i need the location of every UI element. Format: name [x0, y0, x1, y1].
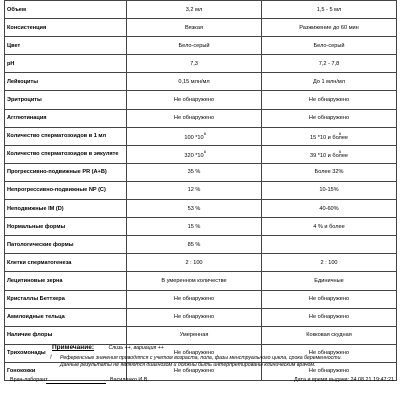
result-value: Не обнаружено: [127, 109, 262, 127]
reference-value: 10-15%: [262, 181, 397, 199]
parameter-name: Лецитиновые зерна: [5, 272, 127, 290]
result-value: Вязкая: [127, 19, 262, 37]
reference-value: [262, 236, 397, 254]
table-row: [5, 1, 397, 19]
table-row: [5, 308, 397, 326]
note-block: [52, 336, 396, 354]
parameter-name: Непрогрессивно-подвижные NP (C): [5, 181, 127, 199]
results-table-body: [5, 1, 397, 381]
reference-note: [50, 355, 394, 369]
parameter-name: Клетки сперматогенеза: [5, 254, 127, 272]
reference-value: 1,5 - 5 мл: [262, 1, 397, 19]
reference-value: Не обнаружено: [262, 308, 397, 326]
result-value: Не обнаружено: [127, 91, 262, 109]
reference-value: 4 % и более: [262, 218, 397, 236]
reference-note-line-2: Данные результаты не являются диагнозом и должны быть интерпретированы клиническим врачом.: [60, 362, 316, 368]
result-value: 7,3: [127, 55, 262, 73]
parameter-name: Лейкоциты: [5, 73, 127, 91]
result-value: Бело-серый: [127, 37, 262, 55]
table-row: [5, 37, 397, 55]
reference-value: [262, 145, 397, 163]
reference-value: Разжижение до 60 мин: [262, 19, 397, 37]
parameter-name: Наличие флоры: [5, 326, 127, 344]
reference-value: 40-60%: [262, 200, 397, 218]
print-date: Дата и время выдачи: 24.08.21 19:47:21: [294, 377, 394, 383]
table-row: [5, 127, 397, 145]
exponent: 6: [203, 130, 207, 136]
parameter-name: Нормальные формы: [5, 218, 127, 236]
result-value: 53 %: [127, 200, 262, 218]
table-row: [5, 145, 397, 163]
parameter-name: Количество сперматозоидов в 1 мл: [5, 127, 127, 145]
result-value: [127, 127, 262, 145]
reference-value: [262, 127, 397, 145]
table-row: [5, 19, 397, 37]
table-row: [5, 91, 397, 109]
parameter-name: Прогрессивно-подвижные PR (A+B): [5, 163, 127, 181]
cell-text: 39 *10 и более: [309, 152, 349, 159]
table-row: [5, 290, 397, 308]
result-value: Не обнаружено: [127, 362, 262, 380]
result-value: 35 %: [127, 163, 262, 181]
warning-icon: !: [50, 355, 52, 361]
parameter-name: Гонококки: [5, 362, 127, 380]
reference-value: Не обнаружено: [262, 91, 397, 109]
parameter-name: Цвет: [5, 37, 127, 55]
reference-value: Более 32%: [262, 163, 397, 181]
parameter-name: Патологические формы: [5, 236, 127, 254]
result-value: Не обнаружено: [127, 344, 262, 362]
table-row: [5, 181, 397, 199]
reference-value: Единичные: [262, 272, 397, 290]
reference-value: До 1 млн/мл: [262, 73, 397, 91]
result-value: Не обнаружено: [127, 308, 262, 326]
result-value: Не обнаружено: [127, 290, 262, 308]
table-row: [5, 218, 397, 236]
table-row: [5, 236, 397, 254]
parameter-name: Эритроциты: [5, 91, 127, 109]
result-value: 2 : 100: [127, 254, 262, 272]
result-value: В умеренном количестве: [127, 272, 262, 290]
table-row: [5, 109, 397, 127]
cell-text: 15 *10 и более: [309, 134, 349, 141]
doctor-name: Василенко И.В.: [110, 377, 149, 383]
parameter-name: Кристаллы Беттхера: [5, 290, 127, 308]
reference-value: Не обнаружено: [262, 109, 397, 127]
table-row: [5, 73, 397, 91]
parameter-name: Трихомонады: [5, 344, 127, 362]
result-value: 3,2 мл: [127, 1, 262, 19]
signature-line: [46, 383, 106, 384]
cell-text: 320 *10: [184, 152, 204, 159]
parameter-name: Агглютинация: [5, 109, 127, 127]
table-row: [5, 163, 397, 181]
cell-text: 100 *10: [184, 134, 204, 141]
reference-value: Бело-серый: [262, 37, 397, 55]
result-value: [127, 145, 262, 163]
exponent: 6: [338, 148, 342, 154]
reference-value: 7,2 - 7,8: [262, 55, 397, 73]
result-value: 15 %: [127, 218, 262, 236]
parameter-name: Амилоидные тельца: [5, 308, 127, 326]
reference-note-line-1: Референсные значения приводятся с учетом возраста, пола, фазы менструального цикла, срока беременности.: [60, 355, 342, 361]
reference-value: Не обнаружено: [262, 362, 397, 380]
reference-value: Кокковая скудная: [262, 326, 397, 344]
result-value: 12 %: [127, 181, 262, 199]
exponent: 6: [338, 130, 342, 136]
result-value: 0,15 млн/мл: [127, 73, 262, 91]
reference-value: 2 : 100: [262, 254, 397, 272]
result-value: Умеренная: [127, 326, 262, 344]
reference-value: Не обнаружено: [262, 290, 397, 308]
doctor-label: Врач-лаборант: [10, 377, 48, 383]
note-title: Примечание:: [52, 344, 94, 351]
table-row: [5, 55, 397, 73]
parameter-name: Объем: [5, 1, 127, 19]
parameter-name: Количество сперматозоидов в эякуляте: [5, 145, 127, 163]
results-table: [4, 0, 397, 381]
result-value: 85 %: [127, 236, 262, 254]
parameter-name: Неподвижные IM (D): [5, 200, 127, 218]
reference-value: Не обнаружено: [262, 344, 397, 362]
table-row: [5, 254, 397, 272]
note-text: Слизь ++, вариация ++: [108, 345, 164, 351]
parameter-name: Консистенция: [5, 19, 127, 37]
exponent: 6: [203, 148, 207, 154]
table-row: [5, 272, 397, 290]
table-row: [5, 200, 397, 218]
parameter-name: pH: [5, 55, 127, 73]
